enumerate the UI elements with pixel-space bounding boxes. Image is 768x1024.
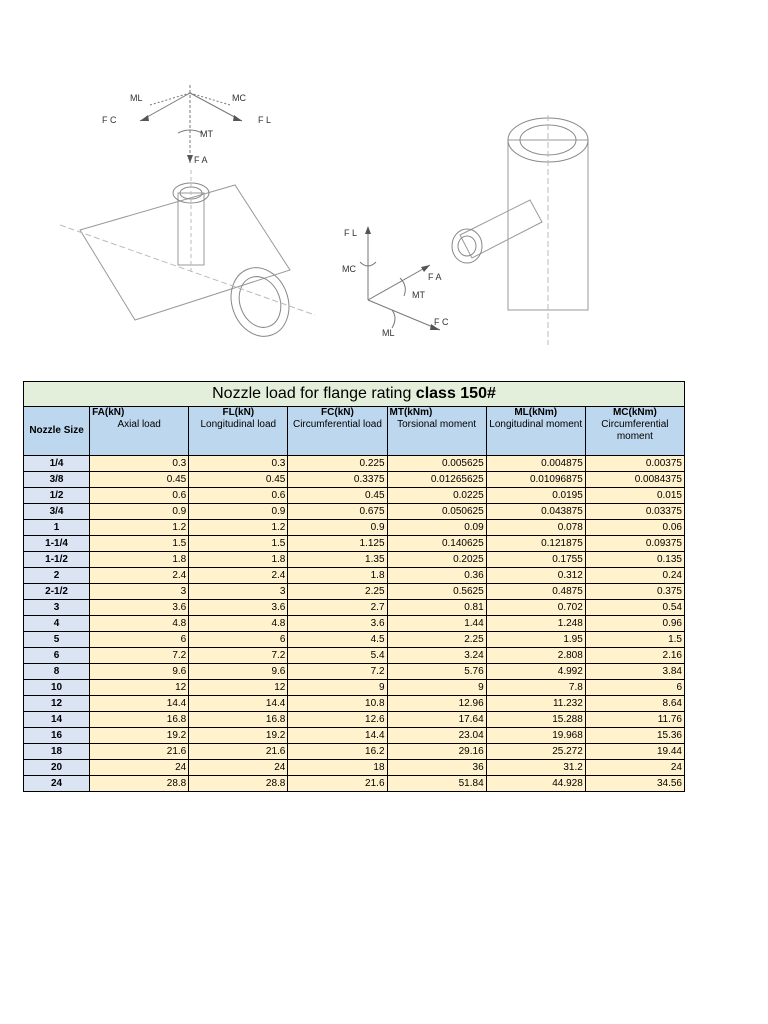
nozzle-size-cell: 1/4 — [24, 456, 90, 472]
load-value-cell: 4.992 — [486, 664, 585, 680]
load-value-cell: 9 — [387, 680, 486, 696]
load-value-cell: 3.6 — [90, 600, 189, 616]
load-value-cell: 0.01265625 — [387, 472, 486, 488]
load-value-cell: 16.8 — [189, 712, 288, 728]
table-row — [24, 696, 685, 712]
load-value-cell: 0.4875 — [486, 584, 585, 600]
nozzle-size-cell: 2-1/2 — [24, 584, 90, 600]
nozzle-size-cell: 20 — [24, 760, 90, 776]
label-fc: F C — [102, 115, 117, 125]
load-value-cell: 3 — [189, 584, 288, 600]
load-value-cell: 29.16 — [387, 744, 486, 760]
load-value-cell: 0.0084375 — [585, 472, 684, 488]
load-value-cell: 0.1755 — [486, 552, 585, 568]
nozzle-diagram-horizontal — [60, 75, 320, 365]
table-row — [24, 584, 685, 600]
load-value-cell: 12 — [189, 680, 288, 696]
load-value-cell: 18 — [288, 760, 387, 776]
load-value-cell: 0.03375 — [585, 504, 684, 520]
table-row — [24, 536, 685, 552]
label-ml: ML — [130, 93, 143, 103]
load-value-cell: 0.3375 — [288, 472, 387, 488]
load-value-cell: 19.2 — [189, 728, 288, 744]
header-mc: MC(kNm) Circumferential moment — [585, 407, 684, 456]
load-value-cell: 1.2 — [90, 520, 189, 536]
nozzle-size-cell: 18 — [24, 744, 90, 760]
load-value-cell: 0.225 — [288, 456, 387, 472]
table-row — [24, 680, 685, 696]
nozzle-size-cell: 10 — [24, 680, 90, 696]
load-value-cell: 24 — [189, 760, 288, 776]
load-value-cell: 7.8 — [486, 680, 585, 696]
load-value-cell: 2.25 — [387, 632, 486, 648]
load-value-cell: 0.00375 — [585, 456, 684, 472]
table-title: Nozzle load for flange rating class 150# — [24, 382, 685, 407]
nozzle-size-cell: 3/8 — [24, 472, 90, 488]
header-fc: FC(kN) Circumferential load — [288, 407, 387, 456]
table-row — [24, 664, 685, 680]
label-ml: ML — [382, 328, 395, 338]
load-value-cell: 9.6 — [189, 664, 288, 680]
load-value-cell: 1.8 — [189, 552, 288, 568]
load-value-cell: 7.2 — [189, 648, 288, 664]
load-value-cell: 0.81 — [387, 600, 486, 616]
label-fl: F L — [344, 228, 358, 238]
load-value-cell: 6 — [189, 632, 288, 648]
table-row — [24, 520, 685, 536]
load-value-cell: 7.2 — [288, 664, 387, 680]
load-value-cell: 0.45 — [90, 472, 189, 488]
load-value-cell: 4.5 — [288, 632, 387, 648]
load-value-cell: 1.95 — [486, 632, 585, 648]
load-value-cell: 0.3 — [189, 456, 288, 472]
load-value-cell: 1.125 — [288, 536, 387, 552]
load-value-cell: 0.9 — [288, 520, 387, 536]
label-fa: F A — [428, 272, 442, 282]
load-value-cell: 44.928 — [486, 776, 585, 792]
load-value-cell: 19.968 — [486, 728, 585, 744]
nozzle-size-cell: 5 — [24, 632, 90, 648]
nozzle-load-table — [23, 381, 685, 792]
load-value-cell: 4.8 — [189, 616, 288, 632]
nozzle-size-cell: 1-1/4 — [24, 536, 90, 552]
nozzle-size-cell: 6 — [24, 648, 90, 664]
load-value-cell: 1.5 — [585, 632, 684, 648]
load-value-cell: 7.2 — [90, 648, 189, 664]
load-value-cell: 16.2 — [288, 744, 387, 760]
load-value-cell: 23.04 — [387, 728, 486, 744]
load-value-cell: 34.56 — [585, 776, 684, 792]
nozzle-size-cell: 1/2 — [24, 488, 90, 504]
load-value-cell: 0.9 — [189, 504, 288, 520]
load-value-cell: 21.6 — [189, 744, 288, 760]
load-value-cell: 0.06 — [585, 520, 684, 536]
load-value-cell: 0.675 — [288, 504, 387, 520]
load-value-cell: 0.9 — [90, 504, 189, 520]
table-row — [24, 472, 685, 488]
load-value-cell: 1.35 — [288, 552, 387, 568]
load-value-cell: 1.5 — [189, 536, 288, 552]
load-value-cell: 0.24 — [585, 568, 684, 584]
load-value-cell: 3.6 — [288, 616, 387, 632]
nozzle-size-cell: 24 — [24, 776, 90, 792]
header-fa: FA(kN) Axial load — [90, 407, 189, 456]
load-value-cell: 0.135 — [585, 552, 684, 568]
load-value-cell: 2.16 — [585, 648, 684, 664]
table-row — [24, 568, 685, 584]
load-value-cell: 6 — [90, 632, 189, 648]
load-value-cell: 0.140625 — [387, 536, 486, 552]
load-value-cell: 0.005625 — [387, 456, 486, 472]
load-value-cell: 1.2 — [189, 520, 288, 536]
load-value-cell: 3.24 — [387, 648, 486, 664]
load-value-cell: 2.25 — [288, 584, 387, 600]
load-value-cell: 1.8 — [90, 552, 189, 568]
load-value-cell: 0.36 — [387, 568, 486, 584]
load-value-cell: 16.8 — [90, 712, 189, 728]
load-value-cell: 9 — [288, 680, 387, 696]
load-value-cell: 0.702 — [486, 600, 585, 616]
table-row — [24, 728, 685, 744]
header-ml: ML(kNm) Longitudinal moment — [486, 407, 585, 456]
table-row — [24, 488, 685, 504]
nozzle-size-cell: 16 — [24, 728, 90, 744]
load-value-cell: 0.3 — [90, 456, 189, 472]
load-value-cell: 19.44 — [585, 744, 684, 760]
load-value-cell: 14.4 — [288, 728, 387, 744]
nozzle-size-cell: 12 — [24, 696, 90, 712]
load-value-cell: 0.312 — [486, 568, 585, 584]
load-value-cell: 14.4 — [189, 696, 288, 712]
load-value-cell: 0.375 — [585, 584, 684, 600]
load-value-cell: 31.2 — [486, 760, 585, 776]
load-value-cell: 14.4 — [90, 696, 189, 712]
table-row — [24, 776, 685, 792]
table-row — [24, 648, 685, 664]
label-mc: MC — [232, 93, 246, 103]
label-mt: MT — [200, 129, 213, 139]
load-value-cell: 1.5 — [90, 536, 189, 552]
load-value-cell: 0.6 — [189, 488, 288, 504]
nozzle-size-cell: 3 — [24, 600, 90, 616]
table-row — [24, 632, 685, 648]
table-row — [24, 712, 685, 728]
load-value-cell: 21.6 — [288, 776, 387, 792]
nozzle-size-cell: 2 — [24, 568, 90, 584]
label-fa: F A — [194, 155, 208, 165]
load-value-cell: 0.078 — [486, 520, 585, 536]
load-value-cell: 24 — [90, 760, 189, 776]
load-value-cell: 11.232 — [486, 696, 585, 712]
load-value-cell: 0.01096875 — [486, 472, 585, 488]
label-mc: MC — [342, 264, 356, 274]
load-value-cell: 17.64 — [387, 712, 486, 728]
load-value-cell: 2.4 — [189, 568, 288, 584]
load-value-cell: 12.96 — [387, 696, 486, 712]
load-value-cell: 0.050625 — [387, 504, 486, 520]
label-mt: MT — [412, 290, 425, 300]
load-value-cell: 24 — [585, 760, 684, 776]
load-value-cell: 28.8 — [90, 776, 189, 792]
load-value-cell: 5.4 — [288, 648, 387, 664]
table-row — [24, 504, 685, 520]
load-value-cell: 28.8 — [189, 776, 288, 792]
table-row — [24, 456, 685, 472]
load-value-cell: 0.09 — [387, 520, 486, 536]
nozzle-diagram-vertical — [330, 110, 610, 350]
load-value-cell: 4.8 — [90, 616, 189, 632]
load-value-cell: 6 — [585, 680, 684, 696]
load-value-cell: 0.96 — [585, 616, 684, 632]
load-value-cell: 0.45 — [288, 488, 387, 504]
load-value-cell: 15.288 — [486, 712, 585, 728]
load-value-cell: 25.272 — [486, 744, 585, 760]
table-row — [24, 744, 685, 760]
load-value-cell: 1.44 — [387, 616, 486, 632]
load-value-cell: 0.015 — [585, 488, 684, 504]
table-row — [24, 760, 685, 776]
load-value-cell: 3 — [90, 584, 189, 600]
nozzle-size-cell: 1-1/2 — [24, 552, 90, 568]
load-value-cell: 15.36 — [585, 728, 684, 744]
table-row — [24, 616, 685, 632]
load-value-cell: 51.84 — [387, 776, 486, 792]
load-value-cell: 12.6 — [288, 712, 387, 728]
load-value-cell: 36 — [387, 760, 486, 776]
nozzle-size-cell: 3/4 — [24, 504, 90, 520]
load-value-cell: 0.121875 — [486, 536, 585, 552]
header-fl: FL(kN) Longitudinal load — [189, 407, 288, 456]
load-value-cell: 2.4 — [90, 568, 189, 584]
load-value-cell: 1.248 — [486, 616, 585, 632]
load-value-cell: 0.004875 — [486, 456, 585, 472]
load-value-cell: 3.84 — [585, 664, 684, 680]
label-fc: F C — [434, 317, 449, 327]
load-value-cell: 0.45 — [189, 472, 288, 488]
load-value-cell: 0.043875 — [486, 504, 585, 520]
table-row — [24, 600, 685, 616]
load-value-cell: 3.6 — [189, 600, 288, 616]
load-value-cell: 0.0225 — [387, 488, 486, 504]
load-value-cell: 2.808 — [486, 648, 585, 664]
load-value-cell: 0.6 — [90, 488, 189, 504]
load-value-cell: 12 — [90, 680, 189, 696]
nozzle-size-cell: 1 — [24, 520, 90, 536]
load-value-cell: 2.7 — [288, 600, 387, 616]
nozzle-size-cell: 4 — [24, 616, 90, 632]
header-nozzle-size: Nozzle Size — [24, 407, 90, 456]
load-value-cell: 0.54 — [585, 600, 684, 616]
nozzle-size-cell: 14 — [24, 712, 90, 728]
load-value-cell: 8.64 — [585, 696, 684, 712]
load-value-cell: 11.76 — [585, 712, 684, 728]
load-value-cell: 9.6 — [90, 664, 189, 680]
load-value-cell: 1.8 — [288, 568, 387, 584]
load-value-cell: 21.6 — [90, 744, 189, 760]
label-fl: F L — [258, 115, 272, 125]
header-mt: MT(kNm) Torsional moment — [387, 407, 486, 456]
table-row — [24, 552, 685, 568]
load-value-cell: 0.09375 — [585, 536, 684, 552]
load-value-cell: 0.0195 — [486, 488, 585, 504]
nozzle-size-cell: 8 — [24, 664, 90, 680]
load-value-cell: 5.76 — [387, 664, 486, 680]
load-value-cell: 19.2 — [90, 728, 189, 744]
load-value-cell: 0.2025 — [387, 552, 486, 568]
table-body — [24, 456, 685, 792]
load-value-cell: 10.8 — [288, 696, 387, 712]
load-value-cell: 0.5625 — [387, 584, 486, 600]
